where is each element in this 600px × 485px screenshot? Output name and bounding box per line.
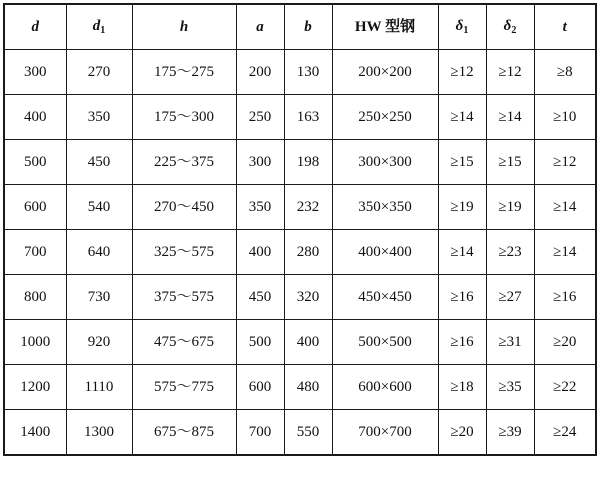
cell-delta1: ≥19 xyxy=(438,185,486,230)
cell-d1: 1300 xyxy=(66,410,132,456)
cell-t: ≥22 xyxy=(534,365,596,410)
cell-t: ≥12 xyxy=(534,140,596,185)
cell-t: ≥16 xyxy=(534,275,596,320)
cell-b: 320 xyxy=(284,275,332,320)
cell-a: 500 xyxy=(236,320,284,365)
cell-delta1: ≥12 xyxy=(438,50,486,95)
cell-hw: 450×450 xyxy=(332,275,438,320)
cell-a: 200 xyxy=(236,50,284,95)
table-row xyxy=(4,365,596,410)
cell-d: 1200 xyxy=(4,365,66,410)
cell-delta2: ≥15 xyxy=(486,140,534,185)
cell-h: 325～575 xyxy=(132,230,236,275)
cell-hw: 200×200 xyxy=(332,50,438,95)
cell-b: 480 xyxy=(284,365,332,410)
cell-d: 600 xyxy=(4,185,66,230)
table-row xyxy=(4,230,596,275)
cell-delta1: ≥14 xyxy=(438,230,486,275)
cell-b: 400 xyxy=(284,320,332,365)
table-row xyxy=(4,95,596,140)
header-h: h xyxy=(132,4,236,50)
cell-delta1: ≥16 xyxy=(438,275,486,320)
cell-delta2: ≥23 xyxy=(486,230,534,275)
table-row xyxy=(4,410,596,456)
cell-d1: 640 xyxy=(66,230,132,275)
header-a: a xyxy=(236,4,284,50)
cell-hw: 300×300 xyxy=(332,140,438,185)
cell-a: 250 xyxy=(236,95,284,140)
cell-t: ≥24 xyxy=(534,410,596,456)
cell-d: 1400 xyxy=(4,410,66,456)
cell-d: 300 xyxy=(4,50,66,95)
header-d1-subscript: 1 xyxy=(100,24,106,36)
cell-d1: 350 xyxy=(66,95,132,140)
cell-t: ≥20 xyxy=(534,320,596,365)
dimension-table xyxy=(3,3,597,456)
header-row xyxy=(4,4,596,50)
cell-b: 163 xyxy=(284,95,332,140)
cell-delta1: ≥18 xyxy=(438,365,486,410)
cell-hw: 250×250 xyxy=(332,95,438,140)
table-row xyxy=(4,320,596,365)
table-row xyxy=(4,50,596,95)
cell-delta2: ≥27 xyxy=(486,275,534,320)
cell-a: 450 xyxy=(236,275,284,320)
cell-a: 350 xyxy=(236,185,284,230)
cell-t: ≥10 xyxy=(534,95,596,140)
header-delta1-subscript: 1 xyxy=(463,24,469,36)
header-b: b xyxy=(284,4,332,50)
cell-delta1: ≥15 xyxy=(438,140,486,185)
cell-h: 175～275 xyxy=(132,50,236,95)
cell-delta1: ≥14 xyxy=(438,95,486,140)
cell-d: 1000 xyxy=(4,320,66,365)
cell-d: 500 xyxy=(4,140,66,185)
cell-a: 600 xyxy=(236,365,284,410)
cell-d1: 540 xyxy=(66,185,132,230)
cell-delta2: ≥39 xyxy=(486,410,534,456)
cell-h: 675～875 xyxy=(132,410,236,456)
cell-b: 550 xyxy=(284,410,332,456)
cell-hw: 700×700 xyxy=(332,410,438,456)
cell-d: 800 xyxy=(4,275,66,320)
cell-h: 375～575 xyxy=(132,275,236,320)
cell-hw: 500×500 xyxy=(332,320,438,365)
cell-h: 175～300 xyxy=(132,95,236,140)
table-row xyxy=(4,275,596,320)
table-row xyxy=(4,140,596,185)
header-t: t xyxy=(534,4,596,50)
cell-h: 475～675 xyxy=(132,320,236,365)
cell-t: ≥8 xyxy=(534,50,596,95)
cell-a: 700 xyxy=(236,410,284,456)
cell-b: 130 xyxy=(284,50,332,95)
cell-d: 400 xyxy=(4,95,66,140)
cell-hw: 400×400 xyxy=(332,230,438,275)
cell-delta1: ≥16 xyxy=(438,320,486,365)
header-d: d xyxy=(4,4,66,50)
cell-delta2: ≥19 xyxy=(486,185,534,230)
cell-hw: 350×350 xyxy=(332,185,438,230)
header-d1: $d_1$ xyxy=(66,4,132,50)
cell-h: 270～450 xyxy=(132,185,236,230)
cell-b: 280 xyxy=(284,230,332,275)
cell-h: 575～775 xyxy=(132,365,236,410)
cell-a: 400 xyxy=(236,230,284,275)
table-row xyxy=(4,185,596,230)
cell-delta2: ≥35 xyxy=(486,365,534,410)
cell-d1: 450 xyxy=(66,140,132,185)
cell-delta2: ≥14 xyxy=(486,95,534,140)
cell-b: 198 xyxy=(284,140,332,185)
header-delta1: $\delta_1$ xyxy=(438,4,486,50)
cell-t: ≥14 xyxy=(534,185,596,230)
cell-hw: 600×600 xyxy=(332,365,438,410)
cell-d1: 730 xyxy=(66,275,132,320)
header-delta2-subscript: 2 xyxy=(511,24,517,36)
cell-delta2: ≥31 xyxy=(486,320,534,365)
cell-d1: 1110 xyxy=(66,365,132,410)
cell-delta2: ≥12 xyxy=(486,50,534,95)
cell-d1: 920 xyxy=(66,320,132,365)
cell-b: 232 xyxy=(284,185,332,230)
cell-t: ≥14 xyxy=(534,230,596,275)
cell-d: 700 xyxy=(4,230,66,275)
cell-delta1: ≥20 xyxy=(438,410,486,456)
cell-d1: 270 xyxy=(66,50,132,95)
header-delta2: $\delta_2$ xyxy=(486,4,534,50)
cell-a: 300 xyxy=(236,140,284,185)
cell-h: 225～375 xyxy=(132,140,236,185)
header-hw-section-steel: HW 型钢 xyxy=(332,4,438,50)
